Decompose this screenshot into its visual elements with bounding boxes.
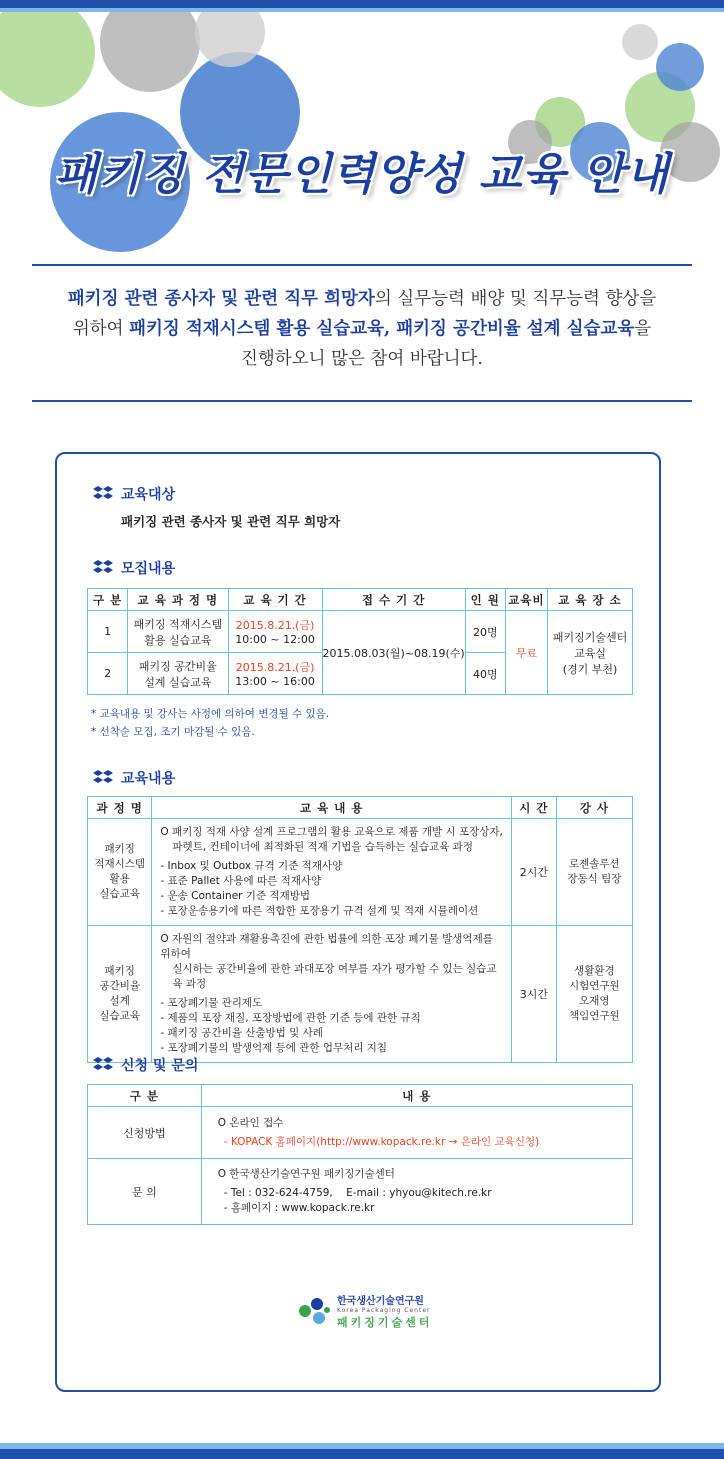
desc-item: - 제품의 포장 재질, 포장방법에 관한 기준 등에 관한 규칙	[160, 1012, 421, 1024]
place-line: (경기 부천)	[562, 662, 618, 676]
course-name-line: 실습교육	[99, 888, 140, 900]
cell-people: 20명	[465, 611, 505, 653]
lecturer-line: 오재영	[579, 995, 610, 1007]
course-name-line: 활용	[109, 873, 130, 885]
cell-people: 40명	[465, 653, 505, 695]
course-name-line: 실습교육	[99, 1010, 140, 1022]
dropbox-icon	[93, 770, 113, 786]
cell-period	[228, 653, 322, 695]
col-header: 교 육 과 정 명	[128, 589, 228, 611]
desc-item: - 운송 Container 기준 적재방법	[160, 890, 310, 902]
period-time: 13:00 ~ 16:00	[235, 675, 315, 688]
section-content-header	[93, 768, 175, 788]
logo-center: 패키징기술센터	[337, 1316, 433, 1329]
lecturer-line: 책임연구원	[568, 1010, 620, 1022]
cell-course	[128, 611, 228, 653]
table-header-row	[88, 797, 633, 819]
desc-item: - 포장폐기물 관리제도	[160, 997, 263, 1009]
course-name-line: 공간비율	[99, 980, 140, 992]
target-text: 패키징 관련 종사자 및 관련 직무 희망자	[121, 514, 341, 529]
section-recruit-title: 모집내용	[121, 561, 176, 577]
logo-org-name: 한국생산기술연구원	[337, 1296, 424, 1307]
cell-reception: 2015.08.03(월)~08.19(수)	[322, 611, 465, 695]
cell-no: 2	[88, 653, 128, 695]
cell-course-name	[88, 926, 152, 1063]
cell-hours: 2시간	[512, 819, 557, 926]
period-time: 10:00 ~ 12:00	[235, 633, 315, 646]
recruit-note-1: * 교육내용 및 강사는 사정에 의하여 변경될 수 있음.	[91, 708, 330, 720]
course-name-line: 패키징	[104, 965, 135, 977]
kitech-logo	[297, 1292, 432, 1330]
col-header: 구 분	[88, 1085, 202, 1107]
section-target-title: 교육대상	[121, 487, 176, 503]
cell-place	[548, 611, 633, 695]
content-table	[87, 796, 633, 1063]
method-line: O 온라인 접수	[217, 1116, 284, 1129]
desc-main: 파렛트, 컨테이너에 최적화된 적재 기법을 습득하는 실습교육 과정	[172, 841, 473, 853]
cell-course-name	[88, 819, 152, 926]
logo-icon	[297, 1296, 331, 1326]
col-header: 강 사	[556, 797, 632, 819]
cell-lecturer	[556, 819, 632, 926]
dropbox-icon	[93, 486, 113, 502]
intro-highlight-2: 패키징 적재시스템 활용 실습교육, 패키징 공간비율 설계 실습교육	[129, 319, 635, 339]
table-header-row	[88, 1085, 633, 1107]
course-line: 패키징 적재시스템	[133, 617, 223, 631]
dropbox-icon	[93, 1057, 113, 1073]
course-line: 활용 실습교육	[144, 633, 212, 647]
period-date: 2015.8.21.(금)	[235, 661, 315, 674]
kopack-link[interactable]: - KOPACK 홈페이지(http://www.kopack.re.kr → 온라인 교육신청)	[223, 1135, 540, 1148]
desc-main: O 패키징 적재 사양 설계 프로그램의 활용 교육으로 제품 개발 시 포장상자,	[160, 826, 503, 838]
cell-fee: 무료	[505, 611, 547, 695]
bottom-divider	[32, 400, 692, 402]
course-name-line: 패키징	[104, 843, 135, 855]
lecturer-line: 장동식 팀장	[567, 873, 622, 885]
section-target-header	[93, 484, 175, 504]
intro-text	[40, 284, 684, 374]
section-apply-title: 신청 및 문의	[121, 1058, 199, 1074]
period-date: 2015.8.21.(금)	[235, 619, 315, 632]
col-header: 교육비	[505, 589, 547, 611]
col-header: 교 육 기 간	[228, 589, 322, 611]
col-header: 과 정 명	[88, 797, 152, 819]
top-bar	[0, 0, 724, 8]
table-row	[88, 819, 633, 926]
cell-method	[201, 1107, 632, 1159]
place-line: 패키징기술센터	[552, 630, 628, 644]
decorative-molecule-graphic	[0, 12, 724, 262]
cell-course-desc	[152, 926, 512, 1063]
section-recruit-header	[93, 558, 175, 578]
inquiry-homepage[interactable]: - 홈페이지 : www.kopack.re.kr	[223, 1202, 375, 1214]
course-line: 설계 실습교육	[144, 675, 212, 689]
col-header: 구 분	[88, 589, 128, 611]
col-header: 인 원	[465, 589, 505, 611]
table-header-row	[88, 589, 633, 611]
table-row	[88, 611, 633, 653]
dropbox-icon	[93, 560, 113, 576]
table-row	[88, 926, 633, 1063]
recruit-note-2: * 선착순 모집, 조기 마감될 수 있음.	[91, 726, 255, 738]
section-content-title: 교육내용	[121, 771, 176, 787]
course-name-line: 적재시스템	[94, 858, 146, 870]
desc-item: - Inbox 및 Outbox 규격 기준 적재사양	[160, 860, 343, 872]
table-row	[88, 1159, 633, 1225]
page-title: 패키징 전문인력양성 교육 안내	[54, 149, 670, 200]
lecturer-line: 시험연구원	[568, 980, 620, 992]
top-divider	[32, 264, 692, 266]
desc-main: O 자원의 절약과 재활용촉진에 관한 법률에 의한 포장 폐기물 발생억제를 위하여	[160, 933, 493, 960]
course-name-line: 설계	[109, 995, 130, 1007]
cell-inquiry-label: 문 의	[88, 1159, 202, 1225]
cell-course-desc	[152, 819, 512, 926]
intro-line1-rest: 의 실무능력 배양 및 직무능력 향상을	[374, 289, 657, 309]
cell-inquiry	[201, 1159, 632, 1225]
cell-method-label: 신청방법	[88, 1107, 202, 1159]
inquiry-line: O 한국생산기술연구원 패키징기술센터	[217, 1168, 395, 1180]
course-line: 패키징 공간비율	[138, 659, 217, 673]
cell-lecturer	[556, 926, 632, 1063]
cell-hours: 3시간	[512, 926, 557, 1063]
bottom-bar	[0, 1449, 724, 1459]
intro-line3: 진행하오니 많은 참여 바랍니다.	[240, 349, 483, 369]
cell-no: 1	[88, 611, 128, 653]
col-header: 시 간	[512, 797, 557, 819]
inquiry-contact: - Tel : 032-624-4759, E-mail : yhyou@kitech.re.kr	[223, 1187, 492, 1199]
cell-course	[128, 653, 228, 695]
desc-item: - 표준 Pallet 사용에 따른 적재사양	[160, 875, 322, 887]
desc-item: - 포장폐기물의 발생억제 등에 관한 업무처리 지침	[160, 1042, 388, 1054]
apply-table	[87, 1084, 633, 1225]
lecturer-line: 로젠솔루션	[568, 858, 620, 870]
place-line: 교육실	[574, 646, 606, 660]
col-header: 교 육 장 소	[548, 589, 633, 611]
recruit-table	[87, 588, 633, 695]
desc-item: - 패키징 공간비율 산출방법 및 사례	[160, 1027, 323, 1039]
logo-sub: Korea Packaging Center	[337, 1307, 431, 1314]
section-apply-header	[93, 1055, 198, 1075]
col-header: 접 수 기 간	[322, 589, 465, 611]
table-row	[88, 1107, 633, 1159]
desc-item: - 포장운송용기에 따른 적합한 포장용기 규격 설계 및 적재 시뮬레이션	[160, 905, 479, 917]
info-card	[55, 452, 661, 1392]
intro-highlight-1: 패키징 관련 종사자 및 관련 직무 희망자	[67, 289, 375, 309]
desc-main: 실시하는 공간비율에 관한 과대포장 여부를 자가 평가할 수 있는 실습교육 과정	[172, 963, 497, 990]
intro-line2-pre: 위하여	[72, 319, 130, 339]
intro-line2-rest: 을	[634, 319, 652, 339]
col-header: 내 용	[201, 1085, 632, 1107]
col-header: 교 육 내 용	[152, 797, 512, 819]
lecturer-line: 생활환경	[574, 965, 615, 977]
cell-period	[228, 611, 322, 653]
